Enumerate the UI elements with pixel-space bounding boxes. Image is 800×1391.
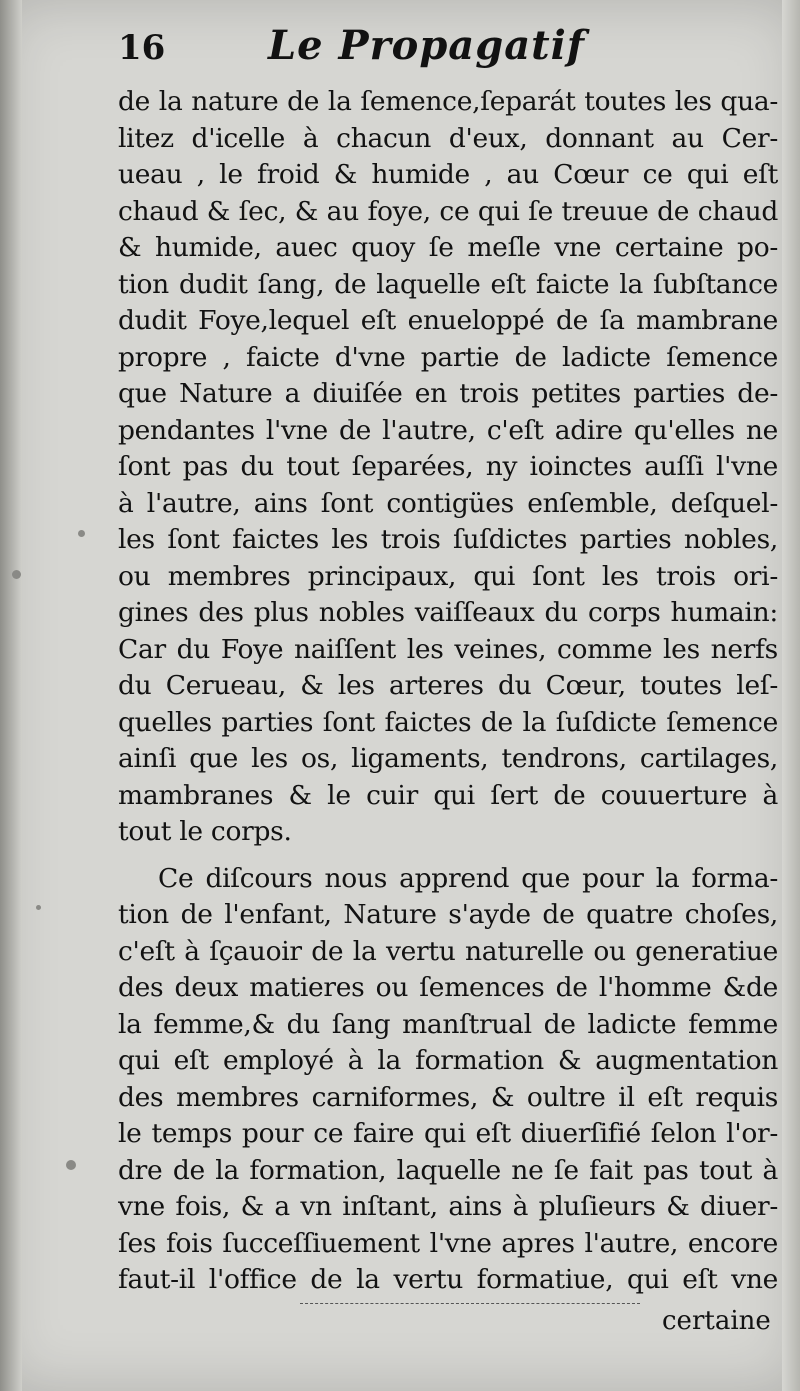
text-line: des membres carniformes, & oultre il eſt requis <box>118 1081 778 1113</box>
text-line: tion de l'enfant, Nature s'ayde de quatre choſes, <box>118 899 778 930</box>
text-line: à l'autre, ains ſont contigües enſemble, deſquel- <box>118 487 778 519</box>
text-line: que Nature a diuiſée en trois petites parties de- <box>118 378 778 409</box>
paper-speck <box>36 905 41 910</box>
paper-speck <box>78 530 85 537</box>
text-line: tout le corps. <box>118 816 292 847</box>
text-line: ſes fois ſucceſſiuement l'vne apres l'autre, encore <box>118 1227 778 1259</box>
text-line: Car du Foye naiſſent les veines, comme les nerfs <box>118 633 778 665</box>
text-line: dre de la formation, laquelle ne ſe fait pas tout à <box>118 1154 778 1186</box>
text-line: de la nature de la ſemence,ſeparát toutes les qua- <box>118 86 778 117</box>
text-line: des deux matieres ou ſemences de l'homme &de <box>118 972 778 1003</box>
running-title: Le Propagatif <box>268 22 585 69</box>
text-line: pendantes l'vne de l'autre, c'eſt adire qu'elles ne <box>118 414 778 446</box>
paragraph-1 <box>118 84 778 851</box>
text-line: ainſi que les os, ligaments, tendrons, cartilages, <box>118 743 778 774</box>
text-line: qui eſt employé à la formation & augmentation <box>118 1045 778 1076</box>
page-text-block <box>118 22 778 1299</box>
text-line: ou membres principaux, qui ſont les trois ori- <box>118 560 778 592</box>
text-line: dudit Foye,lequel eſt enueloppé de ſa mambrane <box>118 305 778 336</box>
text-line: le temps pour ce faire qui eſt diuerſifié ſelon l'or- <box>118 1118 778 1149</box>
text-line: Ce diſcours nous apprend que pour la forma- <box>158 862 778 894</box>
text-line: c'eſt à ſçauoir de la vertu naturelle ou generatiue <box>118 935 778 967</box>
text-line: faut-il l'office de la vertu formatiue, qui eſt vne <box>118 1264 778 1295</box>
page-gutter-shadow <box>0 0 22 1391</box>
paper-speck <box>12 570 21 579</box>
text-line: ueau , le froid & humide , au Cœur ce qui eſt <box>118 159 778 190</box>
paragraph-gap <box>118 851 778 861</box>
text-line: vne fois, & a vn inſtant, ains à pluſieurs & diuer- <box>118 1191 778 1222</box>
text-line: chaud & ſec, & au foye, ce qui ſe treuue de chaud <box>118 195 778 227</box>
page-header <box>118 22 778 84</box>
text-line: tion dudit ſang, de laquelle eſt faicte la ſubſtance <box>118 268 778 300</box>
paragraph-2 <box>118 861 778 1299</box>
text-line: du Cerueau, & les arteres du Cœur, toutes leſ- <box>118 670 778 701</box>
text-line: la femme,& du ſang manſtrual de ladicte femme <box>118 1008 778 1040</box>
text-line: propre , faicte d'vne partie de ladicte ſemence <box>118 341 778 373</box>
paper-speck <box>66 1160 76 1170</box>
catchword: certaine <box>662 1306 771 1336</box>
text-line: & humide, auec quoy ſe meſle vne certaine po- <box>118 232 778 263</box>
text-line: mambranes & le cuir qui ſert de couuerture à <box>118 779 778 811</box>
footer-rule <box>300 1303 640 1304</box>
text-line: litez d'icelle à chacun d'eux, donnant au Cer- <box>118 122 778 154</box>
text-line: ſont pas du tout ſeparées, ny ioinctes auſſi l'vne <box>118 451 778 482</box>
text-line: quelles parties ſont faictes de la ſuſdicte ſemence <box>118 706 778 738</box>
page-number: 16 <box>118 28 166 68</box>
page-edge <box>782 0 800 1391</box>
text-line: gines des plus nobles vaiſſeaux du corps humain: <box>118 597 778 628</box>
text-line: les ſont faictes les trois ſuſdictes parties nobles, <box>118 524 778 555</box>
